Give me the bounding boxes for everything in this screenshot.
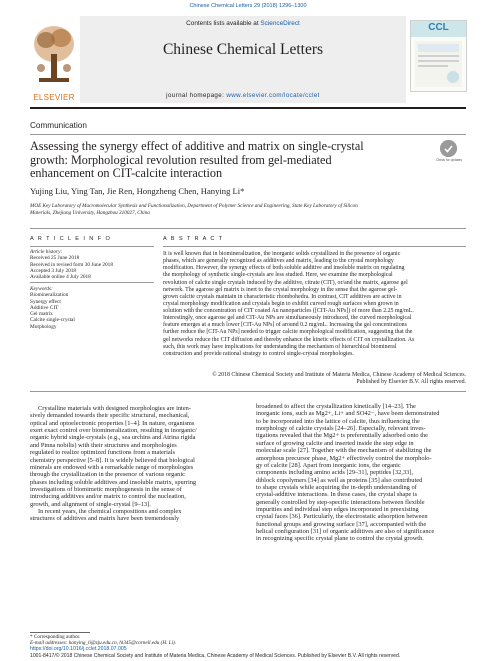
abstract-line: such, this work may have implications for understanding the mechanism of hierarchical biomineral [163,343,397,350]
title-line: Assessing the synergy effect of additive and matrix on single-crystal [30,139,364,153]
body-line: morphology of calcite crystals [24–26]. Especially, relevant inves- [256,425,426,433]
check-for-updates-button[interactable] [433,140,465,170]
abstract-line: construction and provide rational strategy to control single-crystal morphologies. [163,350,354,357]
body-line: Crystalline materials with designed morphologies are inten- [38,405,191,412]
body-line: to be incorporated into the lattice of calcite, thus influencing the [256,417,420,425]
body-line: In recent years, the chemical compositions and complex [38,508,182,516]
body-line: diblock copolymers [34] as well as proteins [35] also contributed [256,476,423,484]
journal-cover-thumbnail[interactable] [410,20,467,92]
title-line: growth: Morphological revolution resulted from gel-mediated [30,152,332,167]
abstract-heading: A B S T R A C T [163,236,224,242]
body-line: inorganic ions, such as Mg2+, Li+ and SO42−, have been demonstrated [256,410,440,418]
body-line: investigations of biomimetic morphogenesis in the sense of [30,485,182,493]
cover-artwork-icon [415,41,462,87]
abstract-bottom-rule [30,391,466,392]
elsevier-tree-logo [31,20,77,86]
title-rule [30,134,466,135]
history-item: Accepted 3 July 2018 [30,267,77,274]
affiliation [30,203,450,216]
abstract-line: crystal morphology modification and crystals begin to exhibit curved rough surfaces when grown in [163,300,399,307]
keyword: Biomineralization [30,292,69,299]
body-line: generally controlled by step-specific interactions between flexible [256,498,425,506]
body-line: helical configuration [31] of organic additives are also of significance [256,528,435,536]
body-line: exert exact control over biomineralization, resulting in inorganic/ [30,427,197,435]
body-line: growth, and alignment of single-crystal [9–13]. [30,500,151,508]
abstract-line: feature emerges at a much lower [CIT-Au NPs] of around 0.2 mg/mL. Increasing the gel concentrations [163,322,407,329]
keyword: Synergy effect [30,298,61,305]
header-rule [30,107,466,109]
abstract-body [163,251,466,358]
abstract-line: the morphology of synthetic single-crystals are less studied. Here, we examine the morphological [163,272,393,279]
email-addresses[interactable]: E-mail addresses: hanying_li@zju.edu.cn, hl345@cornell.edu (H. Li). [30,640,177,646]
cover-title: CCL [428,22,449,33]
journal-citation[interactable]: Chinese Chemical Letters 29 (2018) 1296–1300 [189,3,307,9]
history-item: Received in revised form 30 June 2018 [30,261,113,268]
body-line: tigations revealed that the Mg2+ is preferentially adsorbed onto the [256,432,429,440]
abstract-line: Interestingly, once agarose gel and CIT-Au NPs are simultaneously introduced, the curved morphological [163,315,412,322]
abstract-line: solution with the concentration of CIT coated Au nanoparticles ([CIT-Au NPs]) of more than 2.25 mg/mL. [163,308,414,314]
abstract-rule [163,246,466,247]
body-line: molecular scale [27]. Together with the mechanism of stabilizing the [256,447,432,455]
homepage-prefix: journal homepage: [166,92,227,99]
homepage-link[interactable]: www.elsevier.com/locate/cclet [226,92,320,99]
info-rule [30,228,466,229]
body-line: functional groups and growing surface [37], accompanied with the [256,520,427,528]
journal-header-band [80,16,406,103]
body-line: optical and optoelectronic properties [1–4]. In nature, organisms [30,419,195,427]
article-title [30,140,418,181]
footnote-rule [30,632,90,633]
abstract-line: modification. However, the synergy effects of both soluble additive and insoluble matrix on regulating [163,265,405,272]
body-line: through the crystallization in the presence of various organic [30,471,185,479]
body-line: regulated to realize optimized functions from a materials [30,449,175,457]
bottom-copyright: 1001-8417/© 2018 Chinese Chemical Society and Institute of Materia Medica, Chinese Academy of Medical Sciences. Published by Elsevier B.V. All rights reserved. [30,653,401,659]
check-updates-label: Check for updates [436,158,462,162]
body-line: surface of growing calcite and inserted inside the step edge in [256,439,414,447]
abstract-line: phases, which are generally recognized as additives and matrix, leading to the crystal morphology [163,258,394,265]
abstract-line: grown calcite crystals maintain in characteristic rhombohedra. In contrast, CIT additives are active in [163,293,402,300]
history-item: Available online 4 July 2018 [30,274,91,281]
keywords-label: Keywords: [30,286,53,292]
body-line: impurities and individual step edges incorporated in preexisting [256,506,419,514]
body-line: phases including soluble additives and insoluble matrix, spurring [30,478,197,486]
journal-homepage-line [80,92,406,99]
affiliation-line: MOE Key Laboratory of Macromolecular Synthesis and Functionalization, Department of Polymer Science and Engineering, State Key Laboratory of Silicon [30,203,358,209]
body-line: in recognizing specific crystal plane to control the crystal growth. [256,535,424,543]
body-line: gy of calcite [28]. Apart from inorganic ions, the organic [256,461,401,469]
copyright-line: Published by Elsevier B.V. All rights reserved. [356,379,466,386]
check-updates-icon [440,140,457,157]
abstract-line: It is well known that in biomineralization, the inorganic solids crystallized in the presence of organic [163,251,401,257]
doi-link[interactable]: https://doi.org/10.1016/j.cclet.2018.07.005 [30,646,127,652]
contents-prefix: Contents lists available at [186,20,261,27]
abstract-line: further reduce the [CIT-Au NPs] needed to trigger calcite morphological modification, suggesting that the [163,329,413,336]
abstract-copyright [163,372,466,386]
abstract-line: network. The agarose gel matrix is inert to the crystal morphology in the sense that the agarose gel- [163,286,398,293]
affiliation-line: Materials, Zhejiang University, Hangzhou 310027, China [30,209,150,216]
elsevier-wordmark: ELSEVIER [33,93,75,102]
body-line: and Pinna nobilis) with their structures and morphologies [30,441,177,449]
body-line: chemistry perspective [5–8]. It is widely believed that biological [30,456,195,464]
abstract-line: gel networks reduce the CIT diffusion and thereby enhance the kinetic effects of CIT on crystallization. As [163,336,415,343]
body-line: crystal faces [36]. Particularly, the electrostatic adsorption between [256,513,428,521]
sciencedirect-link[interactable]: ScienceDirect [260,20,300,27]
corresponding-author-note: * Corresponding author. [30,634,81,640]
body-line: sively demanded towards their specific structural, mechanical, [30,412,190,420]
body-line: amorphous precursor phase, Mg2+ effectively control the morpholo- [256,454,432,462]
body-line: minerals are endowed with a remarkable range of morphologies [30,463,194,471]
article-type: Communication [30,121,87,130]
copyright-line: © 2018 Chinese Chemical Society and Institute of Materia Medica, Chinese Academy of Medical Sciences. [212,372,466,378]
title-line: enhancement on CIT-calcite interaction [30,166,223,181]
body-column-left [30,405,240,523]
keywords [30,286,154,330]
body-line: to shape crystals while acquiring the in-depth understanding of [256,483,417,491]
history-label: Article history: [30,249,63,255]
body-line: organic hybrid single-crystals (e.g., sea urchins and Atrina rigida [30,434,196,442]
history-item: Received 25 June 2018 [30,255,80,262]
body-line: crystal-additive interactions. In these cases, the crystal shape is [256,491,418,499]
body-line: introducing additives and/or matrix to control the nucleation, [30,493,186,501]
keyword: Gel matrix [30,311,53,318]
article-history [30,249,154,280]
keyword: Calcite single-crystal [30,317,75,324]
abstract-line: revolution of calcite single crystals induced by the additive, citrate (CIT), or/and the matrix, agarose gel [163,279,408,286]
body-line: broadened to affect the crystallization kinetically [14–23]. The [256,403,416,410]
contents-line [80,20,406,27]
keyword: Morphology [30,323,57,330]
keyword: Additive CIT [30,304,59,311]
keywords-rule [30,282,154,283]
body-line: structures of additives and matrix have been tremendously [30,515,180,523]
author-list: Yujing Liu, Ying Tan, Jie Ren, Hongzheng Chen, Hanying Li* [30,186,245,196]
article-info-rule [30,246,154,247]
body-line: components including amino acids [29–31], peptides [32,33], [256,469,414,477]
journal-title: Chinese Chemical Letters [162,41,324,58]
body-column-right [256,403,467,543]
article-info-heading: A R T I C L E I N F O [30,236,112,242]
